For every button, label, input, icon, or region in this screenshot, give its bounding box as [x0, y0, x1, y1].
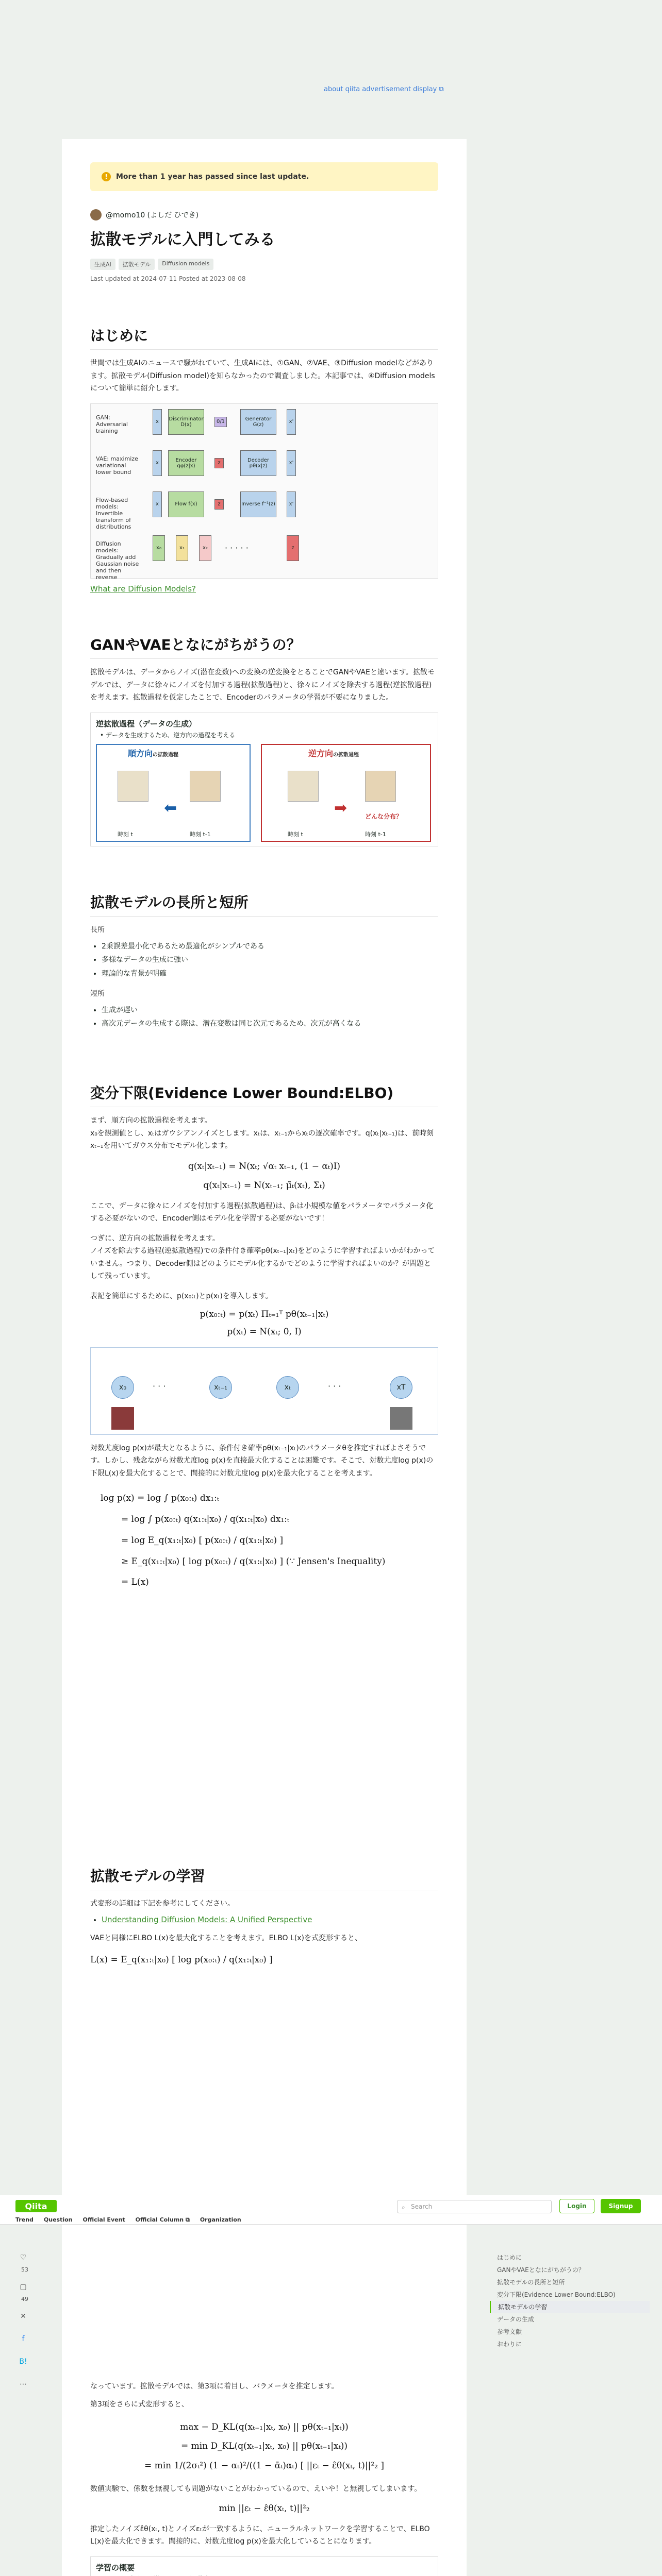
hatena-share-icon[interactable]: B!: [19, 2358, 27, 2366]
label-box: 0/1: [214, 417, 227, 427]
markov-chain-figure: x₀ · · · xₜ₋₁ xₜ · · · xT: [90, 1347, 438, 1435]
kl-derivation: max − D_KL(q(xₜ₋₁|xₜ, x₀) || pθ(xₜ₋₁|xₜ)) = min D_KL(q(xₜ₋₁|xₜ, x₀) || pθ(xₜ₋₁|xₜ)) = min 1/(2σₜ²) (1 − αₜ)²/((1 − ᾱₜ)αₜ) [ ||εₜ − ε̂θ(xₜ, t)||²₂ ]: [144, 2422, 385, 2471]
x1-box: x₁: [176, 535, 188, 561]
z-box: z: [287, 535, 299, 561]
figure-label: VAE: maximize variational lower bound: [96, 455, 138, 476]
x-prime-box: x': [287, 492, 296, 517]
author[interactable]: @momo10 (よしだ ひでき): [90, 209, 438, 221]
inverse-box: Inverse f⁻¹(z): [240, 492, 276, 517]
x0-box: x₀: [153, 535, 165, 561]
z-box: z: [214, 499, 224, 510]
reference-link[interactable]: Understanding Diffusion Models: A Unified Perspective: [102, 1914, 312, 1924]
paragraph: 拡散モデルは、データからノイズ(潜在変数)への変換の逆変換をとることでGANやVAEと違います。拡散モデルでは、データに徐々にノイズを付加する過程(拡散過程)と、徐々にノイズを除去する過程(逆拡散過程)を考えます。拡散過程を仮定したことで、Encoderのパラメータの学習が不要になりました。: [90, 668, 435, 702]
toc-item[interactable]: 拡散モデルの学習: [490, 2301, 650, 2313]
toc-item[interactable]: 拡散モデルの長所と短所: [497, 2279, 565, 2286]
more-icon[interactable]: ⋯: [20, 2380, 27, 2388]
noisy-image: [288, 771, 319, 802]
generative-models-figure: [90, 403, 438, 579]
list-item: • 高次元データの生成する際は、潜在変数は同じ次元であるため、次元が高くなる: [102, 1017, 438, 1031]
section-intro: [90, 325, 438, 594]
section-heading: 拡散モデルの長所と短所: [90, 891, 438, 917]
arrow-left-icon: ⬅: [164, 799, 177, 817]
section-elbo: 変分下限(Evidence Lower Bound:ELBO) まず、順方向の拡散過程を考えます。 x₀を観測値とし、xₜはガウシアンノイズとします。xₜは、xₜ₋₁からxₜの逐次確率です。q(xₜ|xₜ₋₁)は、前時刻xₜ₋₁を用いてガウス分布でモデル化します。 q(xₜ|xₜ₋₁) = N(xₜ; √αₜ xₜ₋₁, (1 − αₜ)I) q(xₜ|xₜ₋₁) = N(xₜ₋₁; μ̃ₜ(xₜ), Σₜ) ここで、データに徐々にノイズを付加する過程(拡散過程)は、βₜは小規模な値をパラメータでパラメータ化する必要がないので、Encoder側はモデル化を学習する必要がないです！ つぎに、逆方向の拡散過程を考えます。 ノイズを除去する過程(逆拡散過程)での条件付き確率pθ(xₜ₋₁|xₜ)をどのように学習すればよいかがわかっていません。つまり、Decoder側はどのようにモデル化するかでどのように学習すればよいのか？が問題として残っています。 表記を簡単にするために、p(x₀:ₜ)とp(xₜ)を導入します。 p(x₀:ₜ) = p(xₜ) Πₜ₌₁ᵀ pθ(xₜ₋₁|xₜ) p(xₜ) = N(xₜ; 0, I) x₀ · · · xₜ₋₁ xₜ · · · xT 対数尤度log p(x)が最大となるように、条件付き確率pθ(xₜ₋₁|xₜ)のパラメータθを推定すればよさそうです。しかし、残念ながら対数尤度log p(x)を直接最大化することは困難です。そこで、対数尤度log p(x)の下限L(x)を最大化することで、間接的に対数尤度log p(x)を最大化することを考えます。 log p(x) = log ∫ p(x₀:ₜ) dx₁:ₜ = log ∫ p(x₀:ₜ) q(x₁:ₜ|x₀) / q(x₁:ₜ|x₀) dx₁:ₜ = log E_q(x₁:ₜ|x₀) [ p(x₀:ₜ) / q(x₁:ₜ|x₀) ] ≥ E_q(x₁:ₜ|x₀) [ log p(x₀:ₜ) / q(x₁:ₜ|x₀) ] (∵ Jensen's Inequality) = L(x): [90, 1082, 438, 1593]
warning-icon: !: [102, 172, 111, 181]
toc-item[interactable]: 参考文献: [497, 2328, 522, 2335]
list-item: • 生成が遅い: [102, 1004, 438, 1018]
site-header: [0, 2195, 662, 2225]
nav-trend[interactable]: Trend: [15, 2216, 34, 2223]
section-gan-vae: [90, 634, 438, 846]
toc-item[interactable]: はじめに: [497, 2254, 522, 2261]
encoder-box: Encoder qφ(z|x): [168, 450, 204, 476]
section-heading: はじめに: [90, 325, 438, 350]
figure-label: Flow-based models: Invertible transform of distributions: [96, 496, 131, 530]
toc-item[interactable]: おわりに: [497, 2341, 522, 2348]
section-heading: 変分下限(Evidence Lower Bound:ELBO): [90, 1082, 438, 1107]
equation: q(xₜ|xₜ₋₁) = N(xₜ₋₁; μ̃ₜ(xₜ), Σₜ): [203, 1180, 325, 1191]
equation: min ||εₜ − ε̂θ(xₜ, t)||²₂: [219, 2503, 310, 2514]
training-overview-figure: 学習の概要: [90, 2556, 438, 2576]
section-learning: 拡散モデルの学習 式変形の詳細は下記を参考にしてください。 • Understanding Diffusion Models: A Unified Perspective VAEと同様にELBO L(x)を最大化することを考えます。ELBO L(x)を式変形すると、 L(x) = E_q(x₁:ₜ|x₀) [ log p(x₀:ₜ) / q(x₁:ₜ|x₀) ]: [90, 1865, 438, 2276]
search-icon: ⌕: [402, 2204, 405, 2211]
stale-notice: ! More than 1 year has passed since last update.: [90, 162, 438, 191]
noise-thumbnail: [390, 1407, 412, 1430]
noisy-image: [118, 771, 148, 802]
image: [365, 771, 396, 802]
tag[interactable]: 生成AI: [90, 259, 115, 270]
section-heading: 拡散モデルの学習: [90, 1865, 438, 1890]
forward-panel: 順方向の拡散過程 ⬅ 時刻 t 時刻 t-1: [96, 744, 251, 842]
login-button[interactable]: Login: [559, 2199, 594, 2213]
stock-count: 49: [21, 2296, 28, 2302]
article-actions: [14, 2249, 35, 2398]
ellipsis: · · · · ·: [225, 543, 249, 553]
main-nav: [15, 2216, 241, 2224]
qiita-logo[interactable]: Qiita: [15, 2200, 57, 2212]
list-item: • 理論的な背景が明確: [102, 967, 438, 981]
facebook-share-icon[interactable]: f: [22, 2335, 25, 2343]
nav-question[interactable]: Question: [43, 2216, 73, 2223]
generator-box: Generator G(z): [240, 409, 276, 435]
avatar[interactable]: [90, 209, 102, 221]
pros-list: [102, 940, 438, 981]
decoder-box: Decoder pθ(x|z): [240, 450, 276, 476]
arrow-right-icon: ➡: [334, 799, 347, 817]
section-pros-cons: 拡散モデルの長所と短所 長所 • 2乗誤差最小化であるため最適化がシンプルである • 多様なデータの生成に強い • 理論的な背景が明確 短所 • 生成が遅い • 高次元データの生成する際は、潜在変数は同じ次元であるため、次元が高くなる: [90, 891, 438, 1031]
equation: L(x) = E_q(x₁:ₜ|x₀) [ log p(x₀:ₜ) / q(x₁:ₜ|x₀) ]: [90, 1954, 273, 1965]
list-item: • 多様なデータの生成に強い: [102, 953, 438, 967]
list-item: • 2乗誤差最小化であるため最適化がシンプルである: [102, 940, 438, 954]
x-box: x: [153, 492, 162, 517]
paragraph: 世間では生成AIのニュースで騒がれていて、生成AIには、①GAN、②VAE、③Diffusion modelなどがあります。拡散モデル(Diffusion model)を知らなかったので調査しました。本記事では、④Diffusion modelsについて簡単に紹介します。: [90, 359, 435, 393]
diffusion-link[interactable]: What are Diffusion Models?: [90, 584, 196, 594]
table-of-contents: [490, 2251, 650, 2350]
equation: p(xₜ) = N(xₜ; 0, I): [227, 1326, 302, 1337]
z-box: z: [214, 458, 224, 468]
equation: p(x₀:ₜ) = p(xₜ) Πₜ₌₁ᵀ pθ(xₜ₋₁|xₜ): [200, 1309, 329, 1320]
flow-box: Flow f(x): [168, 492, 204, 517]
cons-list: [102, 1004, 438, 1031]
advertisement-link[interactable]: about qiita advertisement display ⧉: [324, 86, 444, 93]
tag[interactable]: 拡散モデル: [119, 259, 155, 270]
reverse-diffusion-figure: 逆拡散過程（データの生成） • データを生成するため、逆方向の過程を考える 順方向の拡散過程 ⬅ 時刻 t 時刻 t-1 逆方向の拡散過程 ➡ どんな分布？ 時刻 t 時刻 t-1: [90, 713, 438, 846]
image-thumbnail: [111, 1407, 134, 1430]
x-prime-box: x': [287, 450, 296, 476]
reverse-panel: 逆方向の拡散過程 ➡ どんな分布？ 時刻 t 時刻 t-1: [261, 744, 431, 842]
tag-list: [90, 259, 438, 270]
tag[interactable]: Diffusion models: [158, 259, 213, 270]
page-title: 拡散モデルに入門してみる: [90, 231, 275, 249]
discriminator-box: Discriminator D(x): [168, 409, 204, 435]
image: [190, 771, 221, 802]
equation: q(xₜ|xₜ₋₁) = N(xₜ; √αₜ xₜ₋₁, (1 − αₜ)I): [188, 1161, 341, 1172]
toc-item[interactable]: 変分下限(Evidence Lower Bound:ELBO): [497, 2291, 616, 2298]
figure-label: GAN: Adversarial training: [96, 414, 128, 434]
stock-icon[interactable]: ▢: [20, 2283, 27, 2291]
x-share-icon[interactable]: ✕: [20, 2312, 26, 2320]
section-heading: GANやVAEとなにがちがうの？: [90, 634, 438, 659]
x2-box: x₂: [199, 535, 211, 561]
toc-item[interactable]: データの生成: [497, 2316, 535, 2323]
x-prime-box: x': [287, 409, 296, 435]
nav-official-event[interactable]: Official Event: [82, 2216, 125, 2223]
updated-date: Last updated at 2024-07-11 Posted at 2023-08-08: [90, 275, 246, 282]
nav-organization[interactable]: Organization: [200, 2216, 241, 2223]
section-learning-cont: なっています。拡散モデルでは、第3項に着目し、パラメータを推定します。 第3項をさらに式変形すると、 max − D_KL(q(xₜ₋₁|xₜ, x₀) || pθ(xₜ₋₁|xₜ)) = min D_KL(q(xₜ₋₁|xₜ, x₀) || pθ(xₜ₋₁|xₜ)) = min 1/(2σₜ²) (1 − αₜ)²/((1 − ᾱₜ)αₜ) [ ||εₜ − ε̂θ(xₜ, t)||²₂ ] 数値実験で、係数を無視しても問題がないことがわかっているので、えいや！と無視してしまいます。 min ||εₜ − ε̂θ(xₜ, t)||²₂ 推定したノイズε̂θ(xₜ, t)とノイズεₜが一致するように、ニューラルネットワークを学習することで、ELBO L(x)を最大化できます。間接的に、対数尤度log p(x)を最大化していることになります。 学習の概要: [90, 2380, 438, 2576]
search-input[interactable]: ⌕ Search: [397, 2200, 552, 2213]
x-box: x: [153, 409, 162, 435]
like-icon[interactable]: ♡: [20, 2253, 27, 2262]
elbo-derivation: log p(x) = log ∫ p(x₀:ₜ) dx₁:ₜ = log ∫ p(x₀:ₜ) q(x₁:ₜ|x₀) / q(x₁:ₜ|x₀) dx₁:ₜ = log E_q(x₁:ₜ|x₀) [ p(x₀:ₜ) / q(x₁:ₜ|x₀) ] ≥ E_q(x₁:ₜ|x₀) [ log p(x₀:ₜ) / q(x₁:ₜ|x₀) ] (∵ Jensen's Inequality) = L(x): [101, 1493, 386, 1588]
nav-official-column[interactable]: Official Column ⧉: [135, 2216, 190, 2223]
like-count: 53: [21, 2266, 28, 2273]
signup-button[interactable]: Signup: [601, 2199, 641, 2213]
figure-label: Diffusion models: Gradually add Gaussian noise and then reverse: [96, 540, 139, 581]
toc-item[interactable]: GANやVAEとなにがちがうの？: [497, 2266, 585, 2274]
x-box: x: [153, 450, 162, 476]
